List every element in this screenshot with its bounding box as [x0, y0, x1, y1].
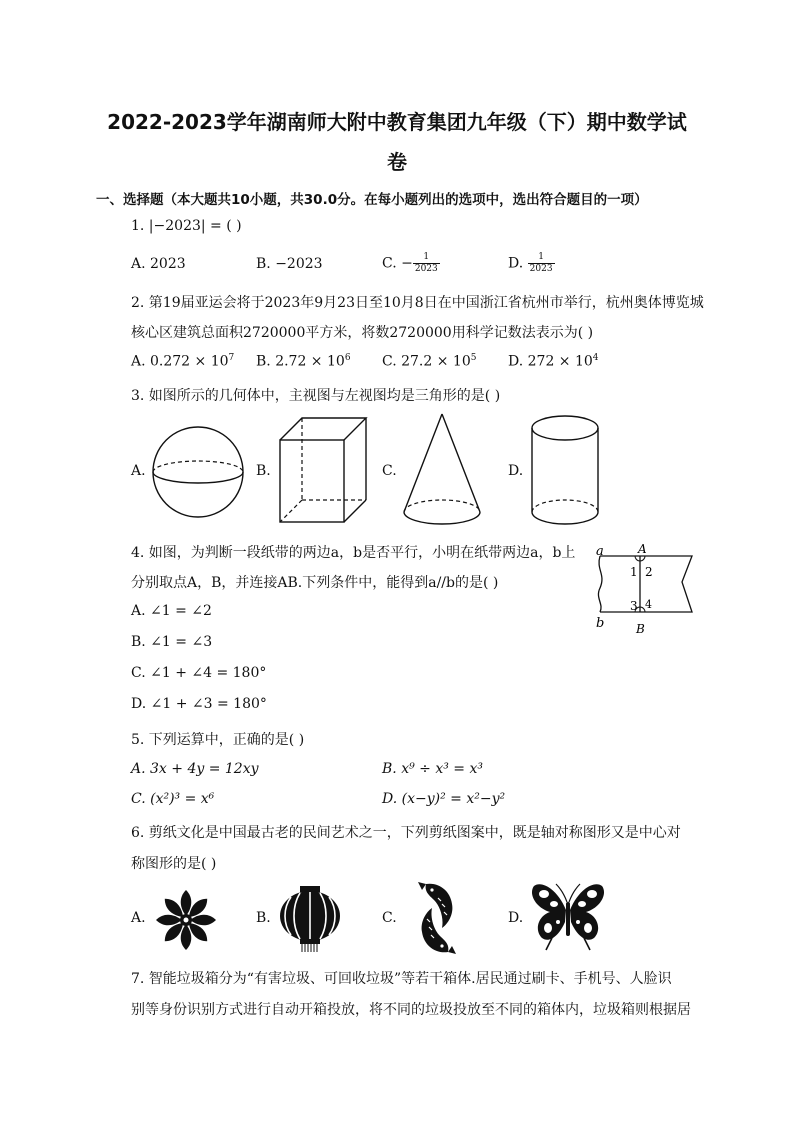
q1-option-c-fraction: $\frac{1}{2023}$ — [414, 252, 438, 274]
question-4-line1: 4. 如图，为判断一段纸带的两边a，b是否平行，小明在纸带两边a，b上 — [131, 545, 576, 561]
fig-label-a: a — [596, 544, 604, 559]
q1-option-c-label: C. − — [382, 255, 413, 272]
q6-option-d-label: D. — [508, 910, 524, 926]
exam-title-line2: 卷 — [387, 150, 407, 174]
q4-option-c: C. ∠1 + ∠4 = 180° — [131, 665, 267, 681]
papercut-fish-icon — [404, 880, 470, 956]
q6-option-c-label: C. — [382, 910, 397, 926]
question-2-line1: 2. 第19届亚运会将于2023年9月23日至10月8日在中国浙江省杭州市举行，杭州奥体博览城 — [131, 295, 704, 311]
q3-option-d-label: D. — [508, 463, 524, 479]
q2-option-b: B. $2.72 \times 10^6$ — [256, 353, 351, 370]
question-6-line1: 6. 剪纸文化是中国最古老的民间艺术之一，下列剪纸图案中，既是轴对称图形又是中心对 — [131, 825, 681, 841]
q1-option-d-fraction: $\frac{1}{2023}$ — [529, 252, 553, 274]
question-1-stem: 1. |−2023| = ( ) — [131, 218, 242, 234]
question-7-line1: 7. 智能垃圾箱分为“有害垃圾、可回收垃圾”等若干箱体.居民通过刷卡、手机号、人脸识 — [131, 971, 672, 987]
q5-option-c: C. (x²)³ = x⁶ — [131, 791, 215, 807]
fig-label-b: b — [596, 616, 605, 631]
q3-option-c-label: C. — [382, 463, 397, 479]
fig-angle-2: 2 — [645, 565, 653, 579]
paper-strip-figure — [592, 540, 702, 640]
papercut-lantern-icon — [278, 884, 342, 954]
exam-title-line1: 2022-2023学年湖南师大附中教育集团九年级（下）期中数学试 — [107, 110, 687, 134]
question-5-stem: 5. 下列运算中，正确的是( ) — [131, 732, 305, 748]
q4-option-a: A. ∠1 = ∠2 — [131, 603, 212, 619]
q5-option-b: B. x⁹ ÷ x³ = x³ — [382, 761, 483, 777]
fig-angle-1: 1 — [630, 565, 638, 579]
q1-option-c — [382, 252, 440, 275]
q4-option-b: B. ∠1 = ∠3 — [131, 634, 213, 650]
q5-option-a: A. 3x + 4y = 12xy — [131, 761, 259, 777]
sphere-figure — [150, 424, 246, 520]
q1-option-a: A. 2023 — [131, 256, 186, 272]
question-6-line2: 称图形的是( ) — [131, 856, 217, 872]
question-7-line2: 别等身份识别方式进行自动开箱投放，将不同的垃圾投放至不同的箱体内，垃圾箱则根据居 — [131, 1002, 691, 1018]
q6-option-b-label: B. — [256, 910, 271, 926]
q6-option-a-label: A. — [131, 910, 146, 926]
section-heading-multiple-choice: 一、选择题（本大题共10小题，共30.0分。在每小题列出的选项中，选出符合题目的一项） — [96, 192, 648, 208]
cube-figure — [278, 416, 368, 524]
q1-option-d — [508, 252, 555, 275]
q3-option-b-label: B. — [256, 463, 271, 479]
q3-option-a-label: A. — [131, 463, 146, 479]
q2-option-d: D. $272 \times 10^4$ — [508, 353, 599, 370]
papercut-flower-icon — [152, 886, 220, 954]
fig-label-point-b: B — [636, 622, 645, 636]
cylinder-figure — [530, 414, 600, 530]
q5-option-d: D. (x−y)² = x²−y² — [382, 791, 506, 807]
question-4-line2: 分别取点A，B，并连接AB.下列条件中，能得到a//b的是( ) — [131, 575, 499, 591]
q1-option-b: B. −2023 — [256, 256, 323, 272]
q2-option-a: A. $0.272 \times 10^7$ — [131, 353, 235, 370]
fig-label-point-a: A — [638, 542, 647, 556]
papercut-butterfly-icon — [530, 880, 606, 952]
fig-angle-4: 4 — [645, 598, 652, 611]
q2-option-c: C. $27.2 \times 10^5$ — [382, 353, 477, 370]
question-2-line2: 核心区建筑总面积2720000平方米，将数2720000用科学记数法表示为( ) — [131, 325, 594, 341]
cone-figure — [402, 412, 482, 530]
q4-option-d: D. ∠1 + ∠3 = 180° — [131, 696, 267, 712]
question-3-stem: 3. 如图所示的几何体中，主视图与左视图均是三角形的是( ) — [131, 388, 501, 404]
fig-angle-3: 3 — [630, 599, 638, 613]
q1-option-d-label: D. — [508, 255, 528, 272]
